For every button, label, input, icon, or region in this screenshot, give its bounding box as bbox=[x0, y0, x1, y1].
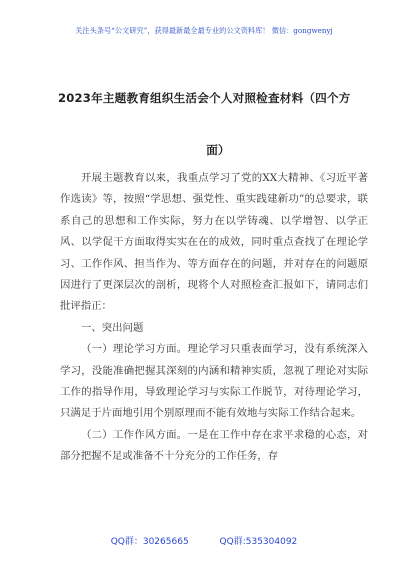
paragraph-work-style: （二）工作作风方面。一是在工作中存在求平求稳的心态，对部分把握不足或准备不十分充分的工作任务，存 bbox=[60, 428, 368, 463]
document-body bbox=[60, 168, 368, 468]
paragraph-intro: 开展主题教育以来，我重点学习了党的XX大精神、《习近平著作选读》等，按照“学思想、强党性、重实践建新功”的总要求，联系自己的思想和工作实际，努力在以学铸魂、以学增智、以学正风、以学促干方面取得实实在在的成效，同时重点查找了在理论学习、工作作风、担当作为、等方面存在的问题，并对存在的问题原因进行了更深层次的剖析，现将个人对照检查汇报如下，请同志们批评指正： bbox=[60, 172, 368, 313]
section-heading-issues: 一、突出问题 bbox=[81, 321, 144, 334]
paragraph-theory-study: （一）理论学习方面。理论学习只重表面学习，没有系统深入学习，没能准确把握其深刻的内涵和精神实质，忽视了理论对实际工作的指导作用，导致理论学习与实际工作脱节，对待理论学习，只满足于片面地引用个别原理而不能有效地与实际工作结合起来。 bbox=[60, 343, 368, 420]
title-line-1: 2023年主题教育组织生活会个人对照检查材料（四个方 bbox=[58, 91, 351, 105]
document-title bbox=[58, 72, 368, 176]
footer-contacts bbox=[0, 534, 408, 547]
title-line-2: 面） bbox=[206, 143, 230, 157]
footer-qq-group-1: QQ群：30265665 bbox=[110, 537, 189, 547]
footer-qq-group-2: QQ群:535304092 bbox=[219, 537, 298, 547]
header-banner: 关注头条号“公文研究”，获得最新最全最专业的公文资料库！ 微信：gongwenyj bbox=[75, 26, 333, 35]
